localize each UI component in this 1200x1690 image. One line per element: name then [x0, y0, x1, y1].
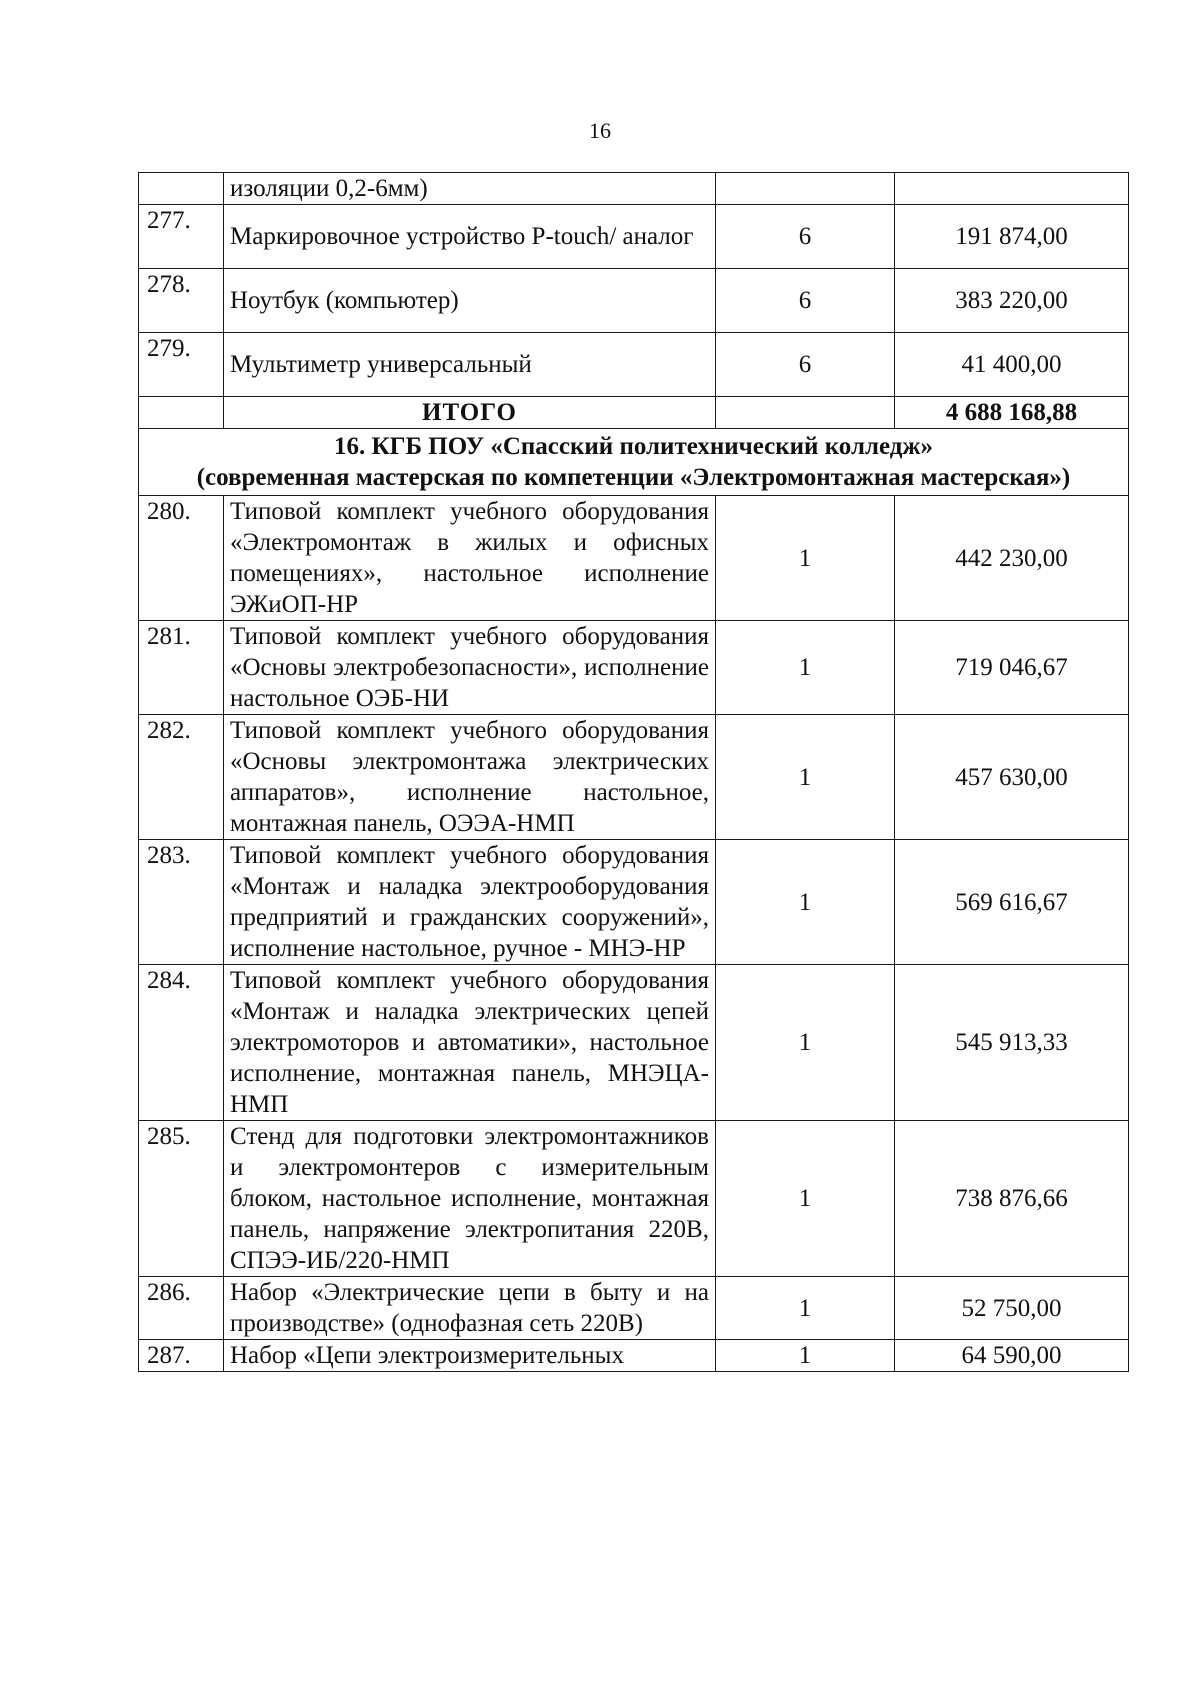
item-name: Набор «Цепи электроизмерительных	[224, 1340, 716, 1372]
table-row	[139, 840, 1129, 965]
table-row	[139, 621, 1129, 715]
item-quantity: 1	[716, 1340, 895, 1372]
item-name: Типовой комплект учебного оборудования «Основы электромонтажа электрических аппаратов», исполнение настольное, монтажная панель, ОЭЭА-НМП	[224, 715, 716, 840]
item-name: Стенд для подготовки электромонтажников и электромонтеров с измерительным блоком, настольное исполнение, монтажная панель, напряжение электропитания 220В, СПЭЭ-ИБ/220-НМП	[224, 1121, 716, 1277]
total-row	[139, 397, 1129, 429]
item-sum: 52 750,00	[895, 1277, 1129, 1340]
table-row	[139, 333, 1129, 397]
row-number: 277.	[139, 205, 224, 269]
section-title: 16. КГБ ПОУ «Спасский политехнический колледж»	[333, 433, 934, 460]
row-number	[139, 173, 224, 205]
item-sum: 457 630,00	[895, 715, 1129, 840]
row-number: 278.	[139, 269, 224, 333]
item-quantity: 1	[716, 1121, 895, 1277]
item-sum: 738 876,66	[895, 1121, 1129, 1277]
row-number: 284.	[139, 965, 224, 1121]
row-number: 280.	[139, 496, 224, 621]
table-row	[139, 1340, 1129, 1372]
item-sum: 191 874,00	[895, 205, 1129, 269]
item-sum: 442 230,00	[895, 496, 1129, 621]
row-number: 282.	[139, 715, 224, 840]
item-name: Типовой комплект учебного оборудования «Монтаж и наладка электрооборудования предприятий и гражданских сооружений», исполнение настольное, ручное - МНЭ-НР	[224, 840, 716, 965]
item-quantity: 6	[716, 333, 895, 397]
item-sum: 41 400,00	[895, 333, 1129, 397]
item-quantity: 1	[716, 496, 895, 621]
item-quantity: 1	[716, 621, 895, 715]
item-sum: 569 616,67	[895, 840, 1129, 965]
total-label: ИТОГО	[224, 397, 716, 429]
item-name: Типовой комплект учебного оборудования «Основы электробезопасности», исполнение настольное ОЭБ-НИ	[224, 621, 716, 715]
table-row	[139, 715, 1129, 840]
row-number: 285.	[139, 1121, 224, 1277]
item-quantity: 6	[716, 269, 895, 333]
item-sum	[895, 173, 1129, 205]
table-row	[139, 269, 1129, 333]
item-quantity: 1	[716, 1277, 895, 1340]
item-quantity: 1	[716, 965, 895, 1121]
page-number: 16	[589, 118, 611, 143]
item-name: Мультиметр универсальный	[224, 333, 716, 397]
row-number: 281.	[139, 621, 224, 715]
section-heading	[139, 429, 1129, 496]
total-empty-cell	[139, 397, 224, 429]
item-sum: 64 590,00	[895, 1340, 1129, 1372]
item-quantity: 1	[716, 715, 895, 840]
item-name: Типовой комплект учебного оборудования «Монтаж и наладка электрических цепей электромоторов и автоматики», настольное исполнение, монтажная панель, МНЭЦА-НМП	[224, 965, 716, 1121]
table-row	[139, 1121, 1129, 1277]
item-name: изоляции 0,2-6мм)	[224, 173, 716, 205]
row-number: 283.	[139, 840, 224, 965]
table-row	[139, 1277, 1129, 1340]
item-name: Набор «Электрические цепи в быту и на производстве» (однофазная сеть 220В)	[224, 1277, 716, 1340]
row-number: 286.	[139, 1277, 224, 1340]
row-number: 279.	[139, 333, 224, 397]
equipment-table	[138, 172, 1129, 1372]
table-row	[139, 173, 1129, 205]
total-empty-cell	[716, 397, 895, 429]
total-sum: 4 688 168,88	[895, 397, 1129, 429]
table-row	[139, 965, 1129, 1121]
item-sum: 545 913,33	[895, 965, 1129, 1121]
row-number: 287.	[139, 1340, 224, 1372]
section-subtitle: (современная мастерская по компетенции «Электромонтажная мастерская»)	[196, 464, 1071, 491]
item-sum: 383 220,00	[895, 269, 1129, 333]
item-quantity: 6	[716, 205, 895, 269]
item-quantity: 1	[716, 840, 895, 965]
table-row	[139, 205, 1129, 269]
section-row	[139, 429, 1129, 496]
item-name: Ноутбук (компьютер)	[224, 269, 716, 333]
table-row	[139, 496, 1129, 621]
item-name: Типовой комплект учебного оборудования «Электромонтаж в жилых и офисных помещениях», настольное исполнение ЭЖиОП-НР	[224, 496, 716, 621]
item-name: Маркировочное устройство P-touch/ аналог	[224, 205, 716, 269]
item-sum: 719 046,67	[895, 621, 1129, 715]
item-quantity	[716, 173, 895, 205]
